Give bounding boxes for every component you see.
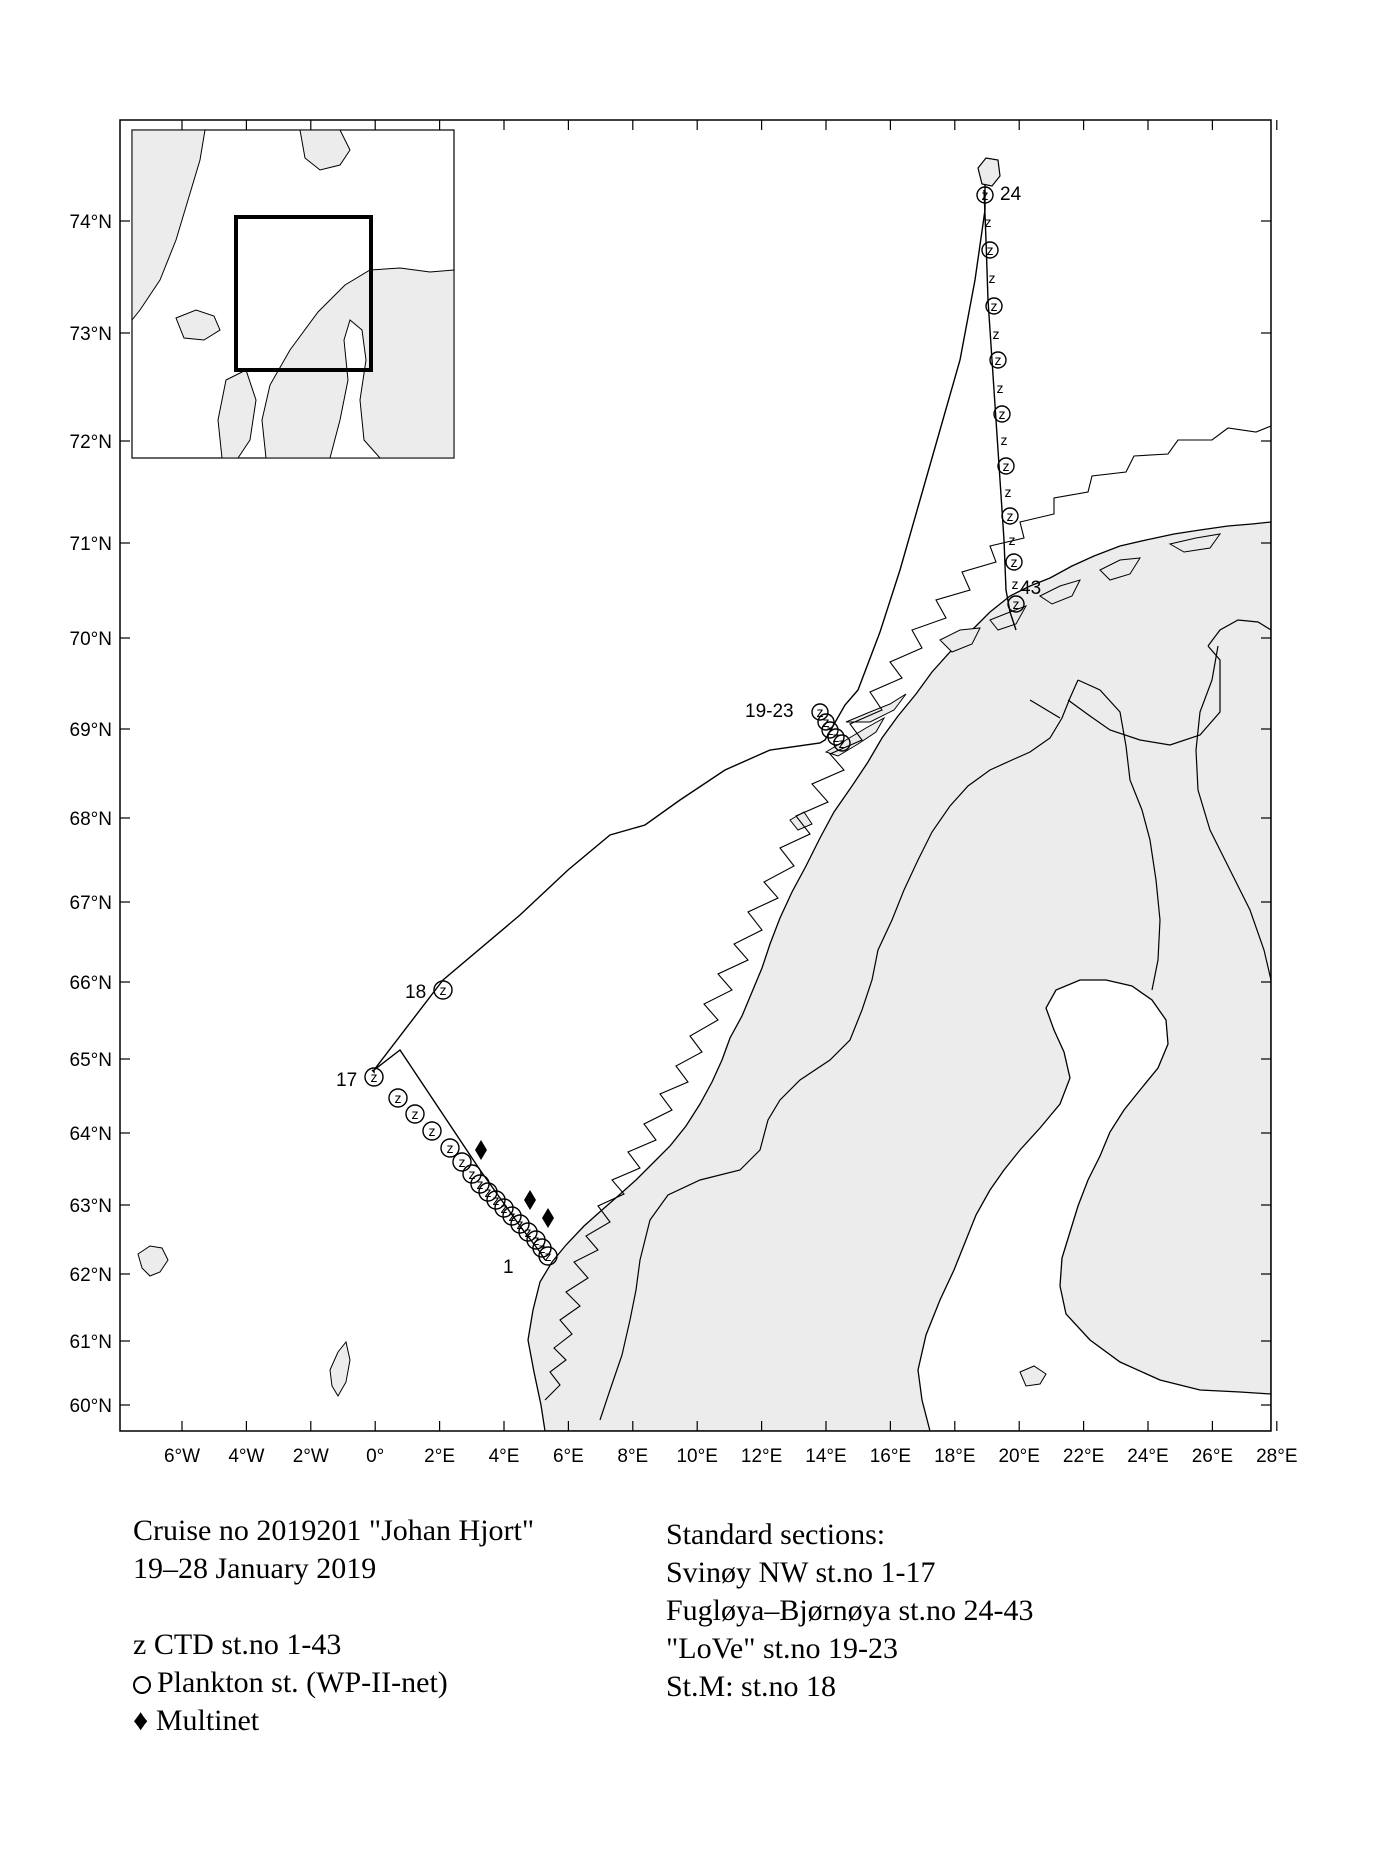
multinet-diamond bbox=[524, 1190, 536, 1210]
ctd-station: z bbox=[544, 1248, 552, 1264]
lon-tick-label: 2°E bbox=[424, 1446, 456, 1467]
lon-tick-label: 6°E bbox=[552, 1446, 584, 1467]
station-label-1: 1 bbox=[503, 1257, 514, 1278]
lon-tick-label: 14°E bbox=[805, 1446, 847, 1467]
ctd-station: z bbox=[838, 735, 846, 751]
lon-tick-label: 20°E bbox=[998, 1446, 1040, 1467]
station-label-43: 43 bbox=[1020, 578, 1042, 599]
station-label-18: 18 bbox=[405, 982, 427, 1003]
ctd-station: z bbox=[1011, 576, 1019, 592]
ctd-station: z bbox=[516, 1216, 524, 1232]
lat-tick-label: 66°N bbox=[69, 973, 112, 994]
ctd-station: z bbox=[446, 1140, 454, 1156]
section-item: Svinøy NW st.no 1-17 bbox=[666, 1556, 936, 1589]
ctd-station: z bbox=[816, 704, 824, 720]
lat-tick-label: 67°N bbox=[69, 893, 112, 914]
lat-tick-label: 70°N bbox=[69, 629, 112, 650]
ctd-station: z bbox=[524, 1224, 532, 1240]
ctd-symbol: z bbox=[133, 1628, 147, 1661]
lat-tick-label: 63°N bbox=[69, 1196, 112, 1217]
ctd-station: z bbox=[476, 1176, 484, 1192]
plankton-circle-icon bbox=[133, 1676, 151, 1694]
legend bbox=[133, 1512, 534, 1740]
ctd-station: z bbox=[1012, 596, 1020, 612]
ctd-station: z bbox=[428, 1123, 436, 1139]
lat-tick-label: 74°N bbox=[69, 212, 112, 233]
ctd-station: z bbox=[532, 1232, 540, 1248]
lon-tick-label: 16°E bbox=[869, 1446, 912, 1467]
shetland-islands bbox=[330, 1342, 350, 1396]
multinet-diamond bbox=[542, 1208, 554, 1228]
section-item: "LoVe" st.no 19-23 bbox=[666, 1632, 898, 1665]
lat-tick-label: 65°N bbox=[69, 1050, 112, 1071]
ctd-station: z bbox=[411, 1106, 419, 1122]
legend-ctd bbox=[133, 1626, 534, 1664]
lon-tick-label: 28°E bbox=[1256, 1446, 1298, 1467]
lon-tick-label: 12°E bbox=[740, 1446, 783, 1467]
ctd-station: z bbox=[996, 380, 1004, 396]
ctd-station: z bbox=[832, 729, 840, 745]
station-label-19-23: 19-23 bbox=[745, 701, 794, 722]
ctd-station: z bbox=[370, 1069, 378, 1085]
lon-tick-label: 4°E bbox=[488, 1446, 520, 1467]
ctd-station: z bbox=[1010, 554, 1018, 570]
ctd-station: z bbox=[826, 722, 834, 738]
cruise-title: Cruise no 2019201 "Johan Hjort" bbox=[133, 1514, 535, 1547]
ctd-station: z bbox=[458, 1154, 466, 1170]
legend-plankton bbox=[133, 1664, 534, 1702]
ctd-station: z bbox=[984, 214, 992, 230]
ctd-station: z bbox=[1000, 432, 1008, 448]
lat-tick-label: 72°N bbox=[69, 432, 112, 453]
ctd-station: z bbox=[1002, 458, 1010, 474]
lon-tick-label: 10°E bbox=[676, 1446, 718, 1467]
cruise-dates: 19–28 January 2019 bbox=[133, 1552, 377, 1585]
legend-multinet bbox=[133, 1702, 534, 1740]
lon-tick-label: 2°W bbox=[292, 1446, 329, 1467]
lon-tick-label: 24°E bbox=[1127, 1446, 1169, 1467]
section-item: Fugløya–Bjørnøya st.no 24-43 bbox=[666, 1594, 1034, 1627]
ctd-station: z bbox=[439, 982, 447, 998]
multinet-label: Multinet bbox=[155, 1704, 260, 1737]
ctd-station: z bbox=[998, 406, 1006, 422]
lon-tick-label: 4°W bbox=[228, 1446, 265, 1467]
ctd-station: z bbox=[468, 1166, 476, 1182]
lat-tick-label: 69°N bbox=[69, 720, 112, 741]
ctd-station: z bbox=[1004, 484, 1012, 500]
station-label-17: 17 bbox=[336, 1070, 358, 1091]
faroe-islands bbox=[138, 1246, 168, 1276]
lon-tick-label: 26°E bbox=[1191, 1446, 1234, 1467]
ctd-station: z bbox=[822, 714, 830, 730]
lat-tick-label: 73°N bbox=[69, 324, 112, 345]
ctd-station: z bbox=[1006, 508, 1014, 524]
ctd-station: z bbox=[500, 1200, 508, 1216]
lon-tick-label: 8°E bbox=[617, 1446, 649, 1467]
lat-tick-label: 62°N bbox=[69, 1265, 112, 1286]
lat-tick-label: 68°N bbox=[69, 809, 112, 830]
lat-tick-label: 64°N bbox=[69, 1124, 112, 1145]
plankton-label: Plankton st. (WP-II-net) bbox=[157, 1666, 448, 1699]
ctd-station: z bbox=[394, 1090, 402, 1106]
station-label-24: 24 bbox=[1000, 184, 1022, 205]
bjornoya bbox=[978, 158, 1000, 186]
ctd-station: z bbox=[988, 270, 996, 286]
lon-tick-label: 6°W bbox=[163, 1446, 201, 1467]
lon-tick-label: 22°E bbox=[1062, 1446, 1105, 1467]
lat-tick-label: 61°N bbox=[69, 1332, 112, 1353]
ctd-station: z bbox=[1008, 532, 1016, 548]
ctd-label: CTD st.no 1-43 bbox=[153, 1628, 342, 1661]
lon-tick-label: 18°E bbox=[934, 1446, 976, 1467]
ctd-station: z bbox=[981, 187, 989, 203]
lat-tick-label: 71°N bbox=[69, 534, 112, 555]
ctd-station: z bbox=[994, 352, 1002, 368]
ctd-station: z bbox=[484, 1184, 492, 1200]
sections-title: Standard sections: bbox=[666, 1518, 886, 1551]
multinet-diamond-icon: ♦ bbox=[133, 1704, 149, 1737]
lon-tick-label: 0° bbox=[366, 1446, 385, 1467]
lat-tick-label: 60°N bbox=[69, 1396, 112, 1417]
ctd-station: z bbox=[990, 298, 998, 314]
ctd-station: z bbox=[508, 1208, 516, 1224]
ctd-station: z bbox=[986, 242, 994, 258]
ctd-station: z bbox=[992, 326, 1000, 342]
standard-sections bbox=[666, 1516, 1034, 1706]
ctd-station: z bbox=[538, 1240, 546, 1256]
ctd-station: z bbox=[492, 1192, 500, 1208]
inset-map bbox=[132, 130, 454, 458]
section-item: St.M: st.no 18 bbox=[666, 1670, 837, 1703]
multinet-diamond bbox=[475, 1140, 487, 1160]
